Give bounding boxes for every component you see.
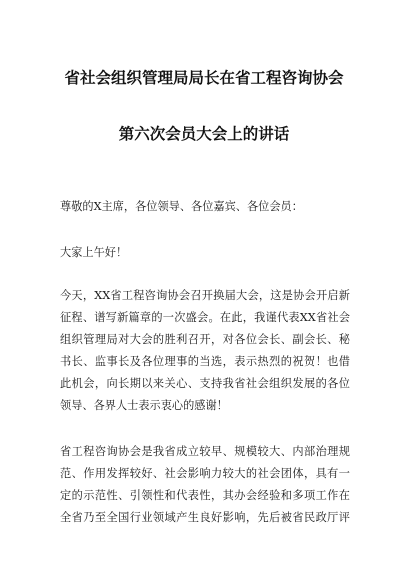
greeting: 大家上午好！: [60, 246, 128, 259]
document-title-line-1: 省社会组织管理局局长在省工程咨询协会: [64, 69, 344, 87]
paragraph-1-line: 书长、监事长及各位理事的当选，表示热烈的祝贺！也借: [60, 355, 350, 368]
paragraph-2-line: 全省乃至全国行业领域产生良好影响，先后被省民政厅评: [60, 511, 350, 524]
paragraph-1-line: 此机会，向长期以来关心、支持我省社会组织发展的各位: [60, 377, 350, 390]
paragraph-1-line: 今天，XX省工程咨询协会召开换届大会，这是协会开启新: [60, 289, 350, 302]
paragraph-2-line: 省工程咨询协会是我省成立较早、规模较大、内部治理规: [60, 445, 350, 458]
paragraph-2-line: 范、作用发挥较好、社会影响力较大的社会团体，具有一: [60, 467, 350, 480]
paragraph-1-line: 征程、谱写新篇章的一次盛会。在此，我谨代表XX省社会: [60, 311, 350, 324]
salutation: 尊敬的X主席，各位领导、各位嘉宾、各位会员：: [60, 200, 303, 213]
paragraph-2-line: 定的示范性、引领性和代表性，其办会经验和多项工作在: [60, 489, 350, 502]
paragraph-1-line: 领导、各界人士表示衷心的感谢！: [60, 399, 228, 412]
document-title-line-2: 第六次会员大会上的讲话: [118, 125, 290, 143]
paragraph-1-line: 组织管理局对大会的胜利召开，对各位会长、副会长、秘: [60, 333, 350, 346]
